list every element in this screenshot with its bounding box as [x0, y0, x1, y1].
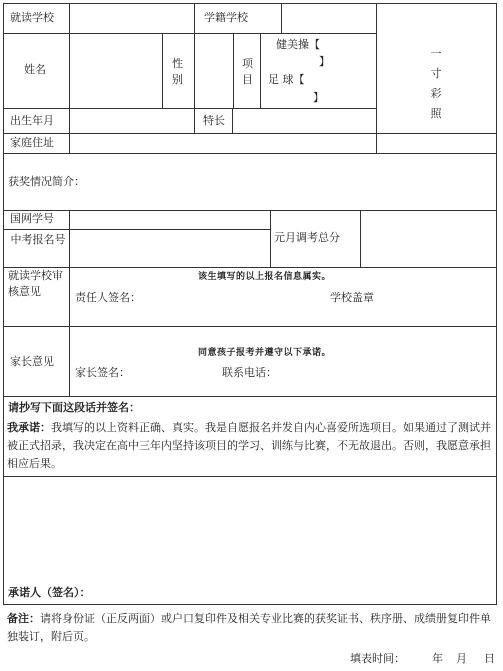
footer-note [7, 610, 493, 646]
label-name: 姓名 [24, 63, 46, 76]
option-football: 足 球【 [268, 73, 305, 86]
hline [3, 476, 497, 477]
label-exam-no [10, 231, 66, 248]
label-parent-opinion: 家长意见 [10, 355, 54, 368]
hline [3, 326, 497, 327]
label-student-id: 国网学号 [10, 212, 54, 225]
vline [281, 3, 282, 33]
hline [3, 229, 271, 230]
photo-placeholder: 一寸彩照 [430, 47, 442, 120]
hline [3, 604, 497, 605]
label-school-register: 学籍学校 [204, 11, 248, 24]
vline [496, 3, 497, 605]
parent-note: 同意孩子报考并遵守以下承诺。 [198, 348, 332, 358]
option-gym-close: 】 [319, 55, 330, 68]
label-specialty: 特长 [203, 114, 225, 127]
pledge-paragraph [7, 419, 493, 473]
vline [194, 3, 195, 133]
vline [232, 108, 233, 133]
pledge-text: 我填写的以上资料正确、真实。我是自愿报名并发自内心喜爱所选项目。如果通过了测试并被正式招录，我决定在高中三年内坚持该项目的学习、训练与比赛，不无故退出。否则，我愿意承担相应后果。 [7, 421, 491, 470]
pledge-label: 我承诺： [7, 421, 51, 434]
vline [270, 210, 271, 268]
vline [376, 3, 377, 153]
label-gender-1: 性 [172, 57, 183, 70]
hline [3, 153, 497, 154]
label-awards: 获奖情况简介： [8, 175, 85, 188]
hline [3, 3, 497, 4]
vline [360, 210, 361, 268]
hline [3, 108, 376, 109]
vline [233, 33, 234, 108]
hline [3, 267, 497, 268]
option-gym: 健美操【 [276, 38, 320, 51]
label-parent-sign: 家长签名： [75, 366, 130, 379]
hline [3, 133, 497, 134]
label-school-review [8, 268, 68, 300]
vline [3, 3, 4, 605]
option-football-close: 】 [313, 91, 324, 104]
label-project-1: 项 [242, 57, 253, 70]
vline [69, 210, 70, 268]
label-month: 月 [456, 652, 467, 665]
hline [3, 396, 497, 397]
label-responsible-sign: 责任人签名： [75, 291, 141, 304]
exam-no-text: 中考报名号 [10, 233, 66, 246]
note-text: 请将身份证（正反两面）或户口复印件及相关专业比赛的获奖证书、秩序册、成绩册复印件单独装订，附后页。 [7, 612, 491, 643]
vline [162, 33, 163, 108]
vline [69, 267, 70, 397]
label-pledger: 承诺人（签名）： [8, 586, 91, 599]
label-project-2: 目 [242, 73, 253, 86]
vline [69, 3, 70, 153]
label-jan-score: 元月调考总分 [274, 231, 340, 244]
label-birth: 出生年月 [10, 114, 54, 127]
label-gender-2: 别 [172, 73, 183, 86]
label-phone: 联系电话： [222, 366, 277, 379]
label-school-seal: 学校盖章 [330, 291, 374, 304]
school-review-text: 就读学校审核意见 [8, 269, 63, 298]
label-school-attend: 就读学校 [10, 11, 54, 24]
label-year: 年 [432, 652, 443, 665]
note-label: 备注： [7, 612, 40, 625]
label-day: 日 [484, 652, 495, 665]
label-address: 家庭住址 [10, 136, 54, 149]
school-note: 该生填写的以上报名信息属实。 [198, 272, 332, 282]
vline [260, 33, 261, 108]
label-fill-time: 填表时间： [350, 652, 405, 665]
copy-title: 请抄写下面这段话并签名： [8, 401, 140, 414]
hline [3, 210, 497, 211]
hline [3, 33, 376, 34]
